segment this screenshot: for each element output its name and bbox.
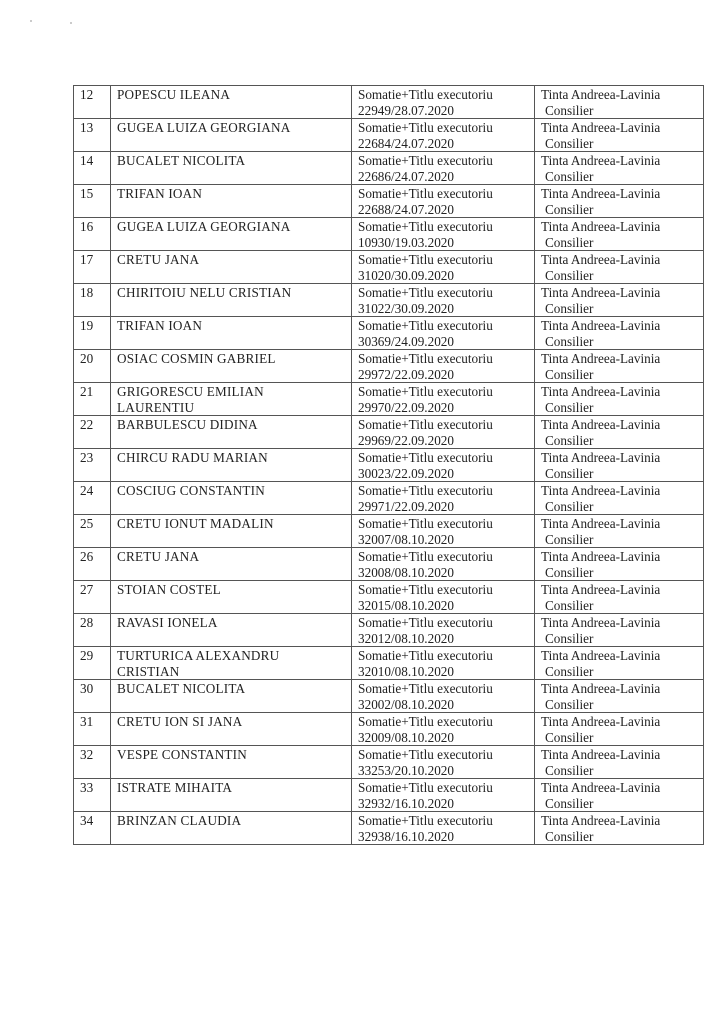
- responsible-role: Consilier: [545, 432, 594, 448]
- row-number-cell: [74, 86, 111, 119]
- table-row: [74, 647, 704, 680]
- responsible-cell: [535, 218, 704, 251]
- responsible-role: Consilier: [545, 300, 594, 316]
- table-row: [74, 614, 704, 647]
- document-type: Somatie+Titlu executoriu: [358, 285, 493, 300]
- document-cell: [352, 350, 535, 383]
- debtor-name-cell: [111, 581, 352, 614]
- row-number-cell: [74, 218, 111, 251]
- document-reference: 29971/22.09.2020: [358, 498, 454, 514]
- responsible-cell: [535, 449, 704, 482]
- responsible-role: Consilier: [545, 201, 594, 217]
- responsible-role: Consilier: [545, 234, 594, 250]
- document-reference: 22684/24.07.2020: [358, 135, 454, 151]
- responsible-cell: [535, 647, 704, 680]
- row-number-cell: [74, 647, 111, 680]
- document-type: Somatie+Titlu executoriu: [358, 153, 493, 168]
- row-number-cell: [74, 548, 111, 581]
- responsible-cell: [535, 185, 704, 218]
- row-number-cell: [74, 581, 111, 614]
- document-type: Somatie+Titlu executoriu: [358, 516, 493, 531]
- debtor-name: CRETU JANA: [117, 252, 200, 267]
- responsible-role: Consilier: [545, 498, 594, 514]
- responsible-cell: [535, 548, 704, 581]
- document-type: Somatie+Titlu executoriu: [358, 780, 493, 795]
- responsible-role: Consilier: [545, 366, 594, 382]
- responsible-name: Tinta Andreea-Lavinia: [541, 384, 661, 399]
- responsible-role: Consilier: [545, 333, 594, 349]
- row-number-cell: [74, 251, 111, 284]
- debtor-name: COSCIUG CONSTANTIN: [117, 483, 265, 498]
- responsible-cell: [535, 284, 704, 317]
- debtor-name: CRETU IONUT MADALIN: [117, 516, 274, 531]
- responsible-cell: [535, 152, 704, 185]
- responsible-cell: [535, 350, 704, 383]
- debtor-name-cell: [111, 185, 352, 218]
- document-cell: [352, 152, 535, 185]
- row-number: 17: [80, 252, 94, 267]
- responsible-role: Consilier: [545, 267, 594, 283]
- table-row: [74, 350, 704, 383]
- table-row: [74, 383, 704, 416]
- debtor-name-cell: [111, 647, 352, 680]
- document-cell: [352, 680, 535, 713]
- document-reference: 32938/16.10.2020: [358, 828, 454, 844]
- responsible-role: Consilier: [545, 663, 594, 679]
- debtor-name: BUCALET NICOLITA: [117, 153, 246, 168]
- table-row: [74, 317, 704, 350]
- responsible-name: Tinta Andreea-Lavinia: [541, 648, 661, 663]
- responsible-name: Tinta Andreea-Lavinia: [541, 615, 661, 630]
- responsible-cell: [535, 779, 704, 812]
- document-type: Somatie+Titlu executoriu: [358, 252, 493, 267]
- document-type: Somatie+Titlu executoriu: [358, 648, 493, 663]
- row-number-cell: [74, 317, 111, 350]
- row-number: 31: [80, 714, 94, 729]
- document-cell: [352, 449, 535, 482]
- debtor-name: BUCALET NICOLITA: [117, 681, 246, 696]
- table-row: [74, 680, 704, 713]
- debtor-name-cell: [111, 152, 352, 185]
- debtor-name-cell: [111, 284, 352, 317]
- document-type: Somatie+Titlu executoriu: [358, 351, 493, 366]
- document-type: Somatie+Titlu executoriu: [358, 120, 493, 135]
- responsible-name: Tinta Andreea-Lavinia: [541, 714, 661, 729]
- debtor-name: TRIFAN IOAN: [117, 318, 203, 333]
- debtor-name-cell: [111, 614, 352, 647]
- debtor-name: GUGEA LUIZA GEORGIANA: [117, 219, 291, 234]
- responsible-name: Tinta Andreea-Lavinia: [541, 285, 661, 300]
- document-type: Somatie+Titlu executoriu: [358, 681, 493, 696]
- table-row: [74, 482, 704, 515]
- debtor-name-continued: CRISTIAN: [117, 663, 180, 679]
- responsible-cell: [535, 614, 704, 647]
- responsible-cell: [535, 317, 704, 350]
- row-number-cell: [74, 119, 111, 152]
- responsible-role: Consilier: [545, 696, 594, 712]
- table-row: [74, 449, 704, 482]
- document-cell: [352, 548, 535, 581]
- debtor-name-continued: LAURENTIU: [117, 399, 195, 415]
- debtor-name-cell: [111, 350, 352, 383]
- row-number-cell: [74, 515, 111, 548]
- document-type: Somatie+Titlu executoriu: [358, 318, 493, 333]
- document-reference: 29972/22.09.2020: [358, 366, 454, 382]
- responsible-name: Tinta Andreea-Lavinia: [541, 450, 661, 465]
- document-cell: [352, 812, 535, 845]
- debtor-name-cell: [111, 119, 352, 152]
- row-number: 14: [80, 153, 94, 168]
- document-cell: [352, 515, 535, 548]
- table-row: [74, 86, 704, 119]
- row-number: 34: [80, 813, 94, 828]
- debtor-name: CRETU JANA: [117, 549, 200, 564]
- document-reference: 10930/19.03.2020: [358, 234, 454, 250]
- document-reference: 22688/24.07.2020: [358, 201, 454, 217]
- table-row: [74, 416, 704, 449]
- row-number: 19: [80, 318, 94, 333]
- row-number: 29: [80, 648, 94, 663]
- document-reference: 32015/08.10.2020: [358, 597, 454, 613]
- responsible-cell: [535, 515, 704, 548]
- responsible-role: Consilier: [545, 729, 594, 745]
- document-register-table: [73, 85, 704, 845]
- document-cell: [352, 482, 535, 515]
- debtor-name-cell: [111, 812, 352, 845]
- debtor-name-cell: [111, 383, 352, 416]
- debtor-name-cell: [111, 680, 352, 713]
- document-cell: [352, 185, 535, 218]
- debtor-name: STOIAN COSTEL: [117, 582, 221, 597]
- document-type: Somatie+Titlu executoriu: [358, 384, 493, 399]
- row-number-cell: [74, 449, 111, 482]
- debtor-name: GRIGORESCU EMILIAN: [117, 384, 264, 399]
- document-reference: 32009/08.10.2020: [358, 729, 454, 745]
- document-cell: [352, 86, 535, 119]
- document-reference: 30369/24.09.2020: [358, 333, 454, 349]
- responsible-name: Tinta Andreea-Lavinia: [541, 186, 661, 201]
- document-reference: 33253/20.10.2020: [358, 762, 454, 778]
- document-type: Somatie+Titlu executoriu: [358, 87, 493, 102]
- row-number: 30: [80, 681, 94, 696]
- debtor-name-cell: [111, 218, 352, 251]
- document-type: Somatie+Titlu executoriu: [358, 582, 493, 597]
- table-row: [74, 746, 704, 779]
- responsible-name: Tinta Andreea-Lavinia: [541, 516, 661, 531]
- row-number-cell: [74, 416, 111, 449]
- document-cell: [352, 251, 535, 284]
- responsible-role: Consilier: [545, 399, 594, 415]
- responsible-cell: [535, 581, 704, 614]
- responsible-role: Consilier: [545, 465, 594, 481]
- row-number-cell: [74, 713, 111, 746]
- responsible-name: Tinta Andreea-Lavinia: [541, 252, 661, 267]
- debtor-name: CRETU ION SI JANA: [117, 714, 243, 729]
- document-reference: 29970/22.09.2020: [358, 399, 454, 415]
- debtor-name: VESPE CONSTANTIN: [117, 747, 247, 762]
- responsible-name: Tinta Andreea-Lavinia: [541, 87, 661, 102]
- row-number: 24: [80, 483, 94, 498]
- responsible-cell: [535, 416, 704, 449]
- responsible-name: Tinta Andreea-Lavinia: [541, 780, 661, 795]
- responsible-role: Consilier: [545, 135, 594, 151]
- document-type: Somatie+Titlu executoriu: [358, 813, 493, 828]
- table-row: [74, 548, 704, 581]
- table-row: [74, 779, 704, 812]
- row-number: 28: [80, 615, 94, 630]
- document-reference: 22686/24.07.2020: [358, 168, 454, 184]
- debtor-name: GUGEA LUIZA GEORGIANA: [117, 120, 291, 135]
- row-number-cell: [74, 284, 111, 317]
- table-row: [74, 581, 704, 614]
- responsible-name: Tinta Andreea-Lavinia: [541, 351, 661, 366]
- row-number: 15: [80, 186, 94, 201]
- row-number-cell: [74, 383, 111, 416]
- responsible-cell: [535, 251, 704, 284]
- responsible-name: Tinta Andreea-Lavinia: [541, 318, 661, 333]
- document-cell: [352, 218, 535, 251]
- responsible-cell: [535, 482, 704, 515]
- row-number: 22: [80, 417, 94, 432]
- row-number: 33: [80, 780, 94, 795]
- document-type: Somatie+Titlu executoriu: [358, 615, 493, 630]
- responsible-cell: [535, 680, 704, 713]
- document-reference: 30023/22.09.2020: [358, 465, 454, 481]
- responsible-name: Tinta Andreea-Lavinia: [541, 582, 661, 597]
- debtor-name: ISTRATE MIHAITA: [117, 780, 233, 795]
- responsible-cell: [535, 86, 704, 119]
- responsible-role: Consilier: [545, 168, 594, 184]
- document-cell: [352, 284, 535, 317]
- row-number: 16: [80, 219, 94, 234]
- responsible-cell: [535, 812, 704, 845]
- document-type: Somatie+Titlu executoriu: [358, 219, 493, 234]
- debtor-name-cell: [111, 779, 352, 812]
- document-reference: 29969/22.09.2020: [358, 432, 454, 448]
- row-number: 25: [80, 516, 94, 531]
- row-number-cell: [74, 350, 111, 383]
- responsible-name: Tinta Andreea-Lavinia: [541, 120, 661, 135]
- document-cell: [352, 713, 535, 746]
- document-type: Somatie+Titlu executoriu: [358, 417, 493, 432]
- row-number: 18: [80, 285, 94, 300]
- row-number: 20: [80, 351, 94, 366]
- responsible-role: Consilier: [545, 762, 594, 778]
- row-number-cell: [74, 812, 111, 845]
- document-reference: 31022/30.09.2020: [358, 300, 454, 316]
- table-row: [74, 515, 704, 548]
- document-reference: 32012/08.10.2020: [358, 630, 454, 646]
- document-reference: 32932/16.10.2020: [358, 795, 454, 811]
- table-row: [74, 152, 704, 185]
- table-row: [74, 812, 704, 845]
- debtor-name: RAVASI IONELA: [117, 615, 218, 630]
- responsible-name: Tinta Andreea-Lavinia: [541, 153, 661, 168]
- row-number-cell: [74, 152, 111, 185]
- debtor-name-cell: [111, 86, 352, 119]
- responsible-name: Tinta Andreea-Lavinia: [541, 219, 661, 234]
- row-number-cell: [74, 680, 111, 713]
- document-cell: [352, 416, 535, 449]
- document-type: Somatie+Titlu executoriu: [358, 549, 493, 564]
- document-type: Somatie+Titlu executoriu: [358, 186, 493, 201]
- scan-speck: [30, 20, 32, 22]
- debtor-name: OSIAC COSMIN GABRIEL: [117, 351, 276, 366]
- table-row: [74, 251, 704, 284]
- row-number: 12: [80, 87, 94, 102]
- document-type: Somatie+Titlu executoriu: [358, 714, 493, 729]
- document-cell: [352, 779, 535, 812]
- responsible-cell: [535, 746, 704, 779]
- debtor-name-cell: [111, 416, 352, 449]
- row-number-cell: [74, 614, 111, 647]
- responsible-name: Tinta Andreea-Lavinia: [541, 417, 661, 432]
- debtor-name: CHIRITOIU NELU CRISTIAN: [117, 285, 292, 300]
- responsible-cell: [535, 713, 704, 746]
- document-cell: [352, 119, 535, 152]
- debtor-name-cell: [111, 713, 352, 746]
- document-reference: 32007/08.10.2020: [358, 531, 454, 547]
- scan-speck: [70, 22, 72, 24]
- responsible-cell: [535, 383, 704, 416]
- debtor-name: CHIRCU RADU MARIAN: [117, 450, 268, 465]
- debtor-name-cell: [111, 449, 352, 482]
- row-number: 26: [80, 549, 94, 564]
- table-row: [74, 119, 704, 152]
- document-cell: [352, 317, 535, 350]
- table-row: [74, 284, 704, 317]
- row-number: 23: [80, 450, 94, 465]
- responsible-cell: [535, 119, 704, 152]
- document-cell: [352, 383, 535, 416]
- debtor-name-cell: [111, 515, 352, 548]
- document-type: Somatie+Titlu executoriu: [358, 450, 493, 465]
- document-reference: 31020/30.09.2020: [358, 267, 454, 283]
- debtor-name: BARBULESCU DIDINA: [117, 417, 258, 432]
- document-type: Somatie+Titlu executoriu: [358, 747, 493, 762]
- responsible-name: Tinta Andreea-Lavinia: [541, 483, 661, 498]
- table-row: [74, 713, 704, 746]
- document-reference: 32008/08.10.2020: [358, 564, 454, 580]
- row-number-cell: [74, 185, 111, 218]
- responsible-name: Tinta Andreea-Lavinia: [541, 681, 661, 696]
- responsible-role: Consilier: [545, 795, 594, 811]
- row-number: 21: [80, 384, 94, 399]
- table-row: [74, 218, 704, 251]
- responsible-role: Consilier: [545, 630, 594, 646]
- document-type: Somatie+Titlu executoriu: [358, 483, 493, 498]
- responsible-role: Consilier: [545, 564, 594, 580]
- responsible-role: Consilier: [545, 531, 594, 547]
- row-number-cell: [74, 779, 111, 812]
- responsible-role: Consilier: [545, 828, 594, 844]
- row-number-cell: [74, 482, 111, 515]
- responsible-role: Consilier: [545, 102, 594, 118]
- debtor-name: BRINZAN CLAUDIA: [117, 813, 242, 828]
- row-number-cell: [74, 746, 111, 779]
- document-reference: 32002/08.10.2020: [358, 696, 454, 712]
- document-cell: [352, 581, 535, 614]
- debtor-name: POPESCU ILEANA: [117, 87, 231, 102]
- document-reference: 22949/28.07.2020: [358, 102, 454, 118]
- debtor-name-cell: [111, 482, 352, 515]
- document-cell: [352, 746, 535, 779]
- document-reference: 32010/08.10.2020: [358, 663, 454, 679]
- responsible-name: Tinta Andreea-Lavinia: [541, 747, 661, 762]
- responsible-role: Consilier: [545, 597, 594, 613]
- row-number: 13: [80, 120, 94, 135]
- table-row: [74, 185, 704, 218]
- debtor-name-cell: [111, 746, 352, 779]
- debtor-name: TURTURICA ALEXANDRU: [117, 648, 280, 663]
- debtor-name-cell: [111, 251, 352, 284]
- document-cell: [352, 647, 535, 680]
- responsible-name: Tinta Andreea-Lavinia: [541, 549, 661, 564]
- register-body: [74, 86, 704, 845]
- debtor-name-cell: [111, 548, 352, 581]
- document-cell: [352, 614, 535, 647]
- debtor-name: TRIFAN IOAN: [117, 186, 203, 201]
- responsible-name: Tinta Andreea-Lavinia: [541, 813, 661, 828]
- row-number: 32: [80, 747, 94, 762]
- debtor-name-cell: [111, 317, 352, 350]
- row-number: 27: [80, 582, 94, 597]
